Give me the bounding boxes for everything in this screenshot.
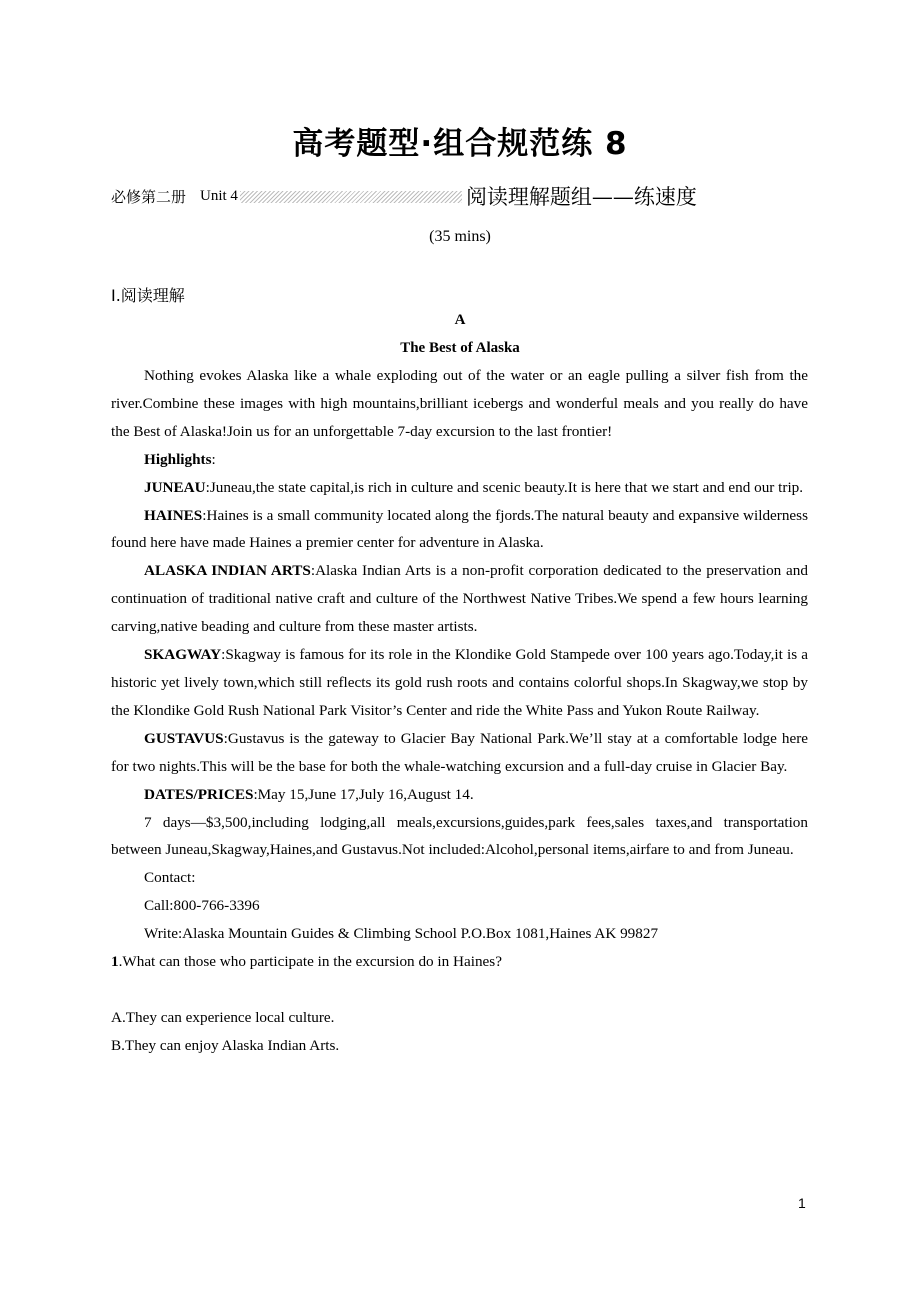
- highlight-item: [111, 641, 808, 725]
- highlight-item: [111, 781, 808, 809]
- highlights-colon: :: [211, 450, 216, 468]
- contact-phone: Call:800-766-3396: [144, 897, 260, 915]
- highlight-text: :Skagway is famous for its role in the Klondike Gold Stampede over 100 years ago.Today,it is a historic yet lively town,which still reflects its gold rush roots and contains colorful shops.In Skagway,we stop by the Klondike Gold Rush National Park Visitor’s Center and ride the White Pass and Yukon Route Railway.: [111, 646, 808, 719]
- highlight-name: SKAGWAY: [144, 646, 222, 664]
- question-number: 1: [111, 953, 119, 971]
- subtitle-topic: 阅读理解题组——练速度: [465, 185, 697, 209]
- highlight-name: GUSTAVUS: [144, 729, 224, 747]
- subtitle-row: [111, 180, 811, 212]
- subtitle-book: 必修第二册: [111, 187, 187, 206]
- highlight-name: JUNEAU: [144, 478, 206, 496]
- page-title: 高考题型·组合规范练 8: [292, 126, 628, 162]
- highlight-name: HAINES: [144, 506, 203, 524]
- answer-gap: [111, 976, 808, 1004]
- section-heading: Ⅰ.阅读理解: [111, 286, 185, 305]
- contact-address: Write:Alaska Mountain Guides & Climbing School P.O.Box 1081,Haines AK 99827: [144, 925, 659, 943]
- highlight-item: [111, 474, 808, 502]
- highlight-name: ALASKA INDIAN ARTS: [144, 562, 311, 580]
- highlight-item: [111, 557, 808, 641]
- hatch-divider: [240, 191, 462, 203]
- question-text: .What can those who participate in the excursion do in Haines?: [118, 953, 502, 971]
- highlight-text: :Haines is a small community located along the fjords.The natural beauty and expansive wilderness found here have made Haines a premier center for adventure in Alaska.: [111, 506, 808, 552]
- highlight-text: :May 15,June 17,July 16,August 14.: [253, 785, 474, 803]
- passage-body: [111, 362, 808, 1060]
- passage-intro: Nothing evokes Alaska like a whale exploding out of the water or an eagle pulling a silver fish from the river.Combine these images with high mountains,brilliant icebergs and wonderful meals and you really do have the Best of Alaska!Join us for an unforgettable 7-day excursion to the last frontier!: [111, 367, 808, 440]
- question-option-b: B.They can enjoy Alaska Indian Arts.: [111, 1036, 340, 1054]
- highlight-text: :Alaska Indian Arts is a non-profit corporation dedicated to the preservation and continuation of traditional native craft and culture of the Northwest Native Tribes.We spend a few hours learning carving,native beading and culture from these master artists.: [111, 562, 808, 636]
- question-1: [111, 948, 808, 976]
- contact-label: Contact:: [144, 869, 196, 887]
- highlight-text: :Gustavus is the gateway to Glacier Bay National Park.We’ll stay at a comfortable lodge here for two nights.This will be the base for both the whale-watching excursion and a full-day cruise in Glacier Bay.: [111, 729, 808, 775]
- time-limit: (35 mins): [429, 228, 491, 245]
- subtitle-unit: Unit 4: [200, 187, 238, 204]
- highlight-text: :Juneau,the state capital,is rich in culture and scenic beauty.It is here that we start and end our trip.: [205, 478, 804, 496]
- passage-letter: A: [454, 312, 466, 328]
- page-number: 1: [798, 1195, 806, 1211]
- highlight-item: [111, 725, 808, 781]
- highlights-label: Highlights: [144, 450, 212, 468]
- highlights-heading: [111, 446, 808, 474]
- question-option-a: A.They can experience local culture.: [111, 1008, 335, 1026]
- highlight-item: [111, 502, 808, 558]
- price-details: 7 days—$3,500,including lodging,all meals,excursions,guides,park fees,sales taxes,and transportation between Juneau,Skagway,Haines,and Gustavus.Not included:Alcohol,personal items,airfare to and from Juneau.: [111, 813, 808, 859]
- highlight-name: DATES/PRICES: [144, 785, 254, 803]
- passage-title: The Best of Alaska: [400, 340, 520, 356]
